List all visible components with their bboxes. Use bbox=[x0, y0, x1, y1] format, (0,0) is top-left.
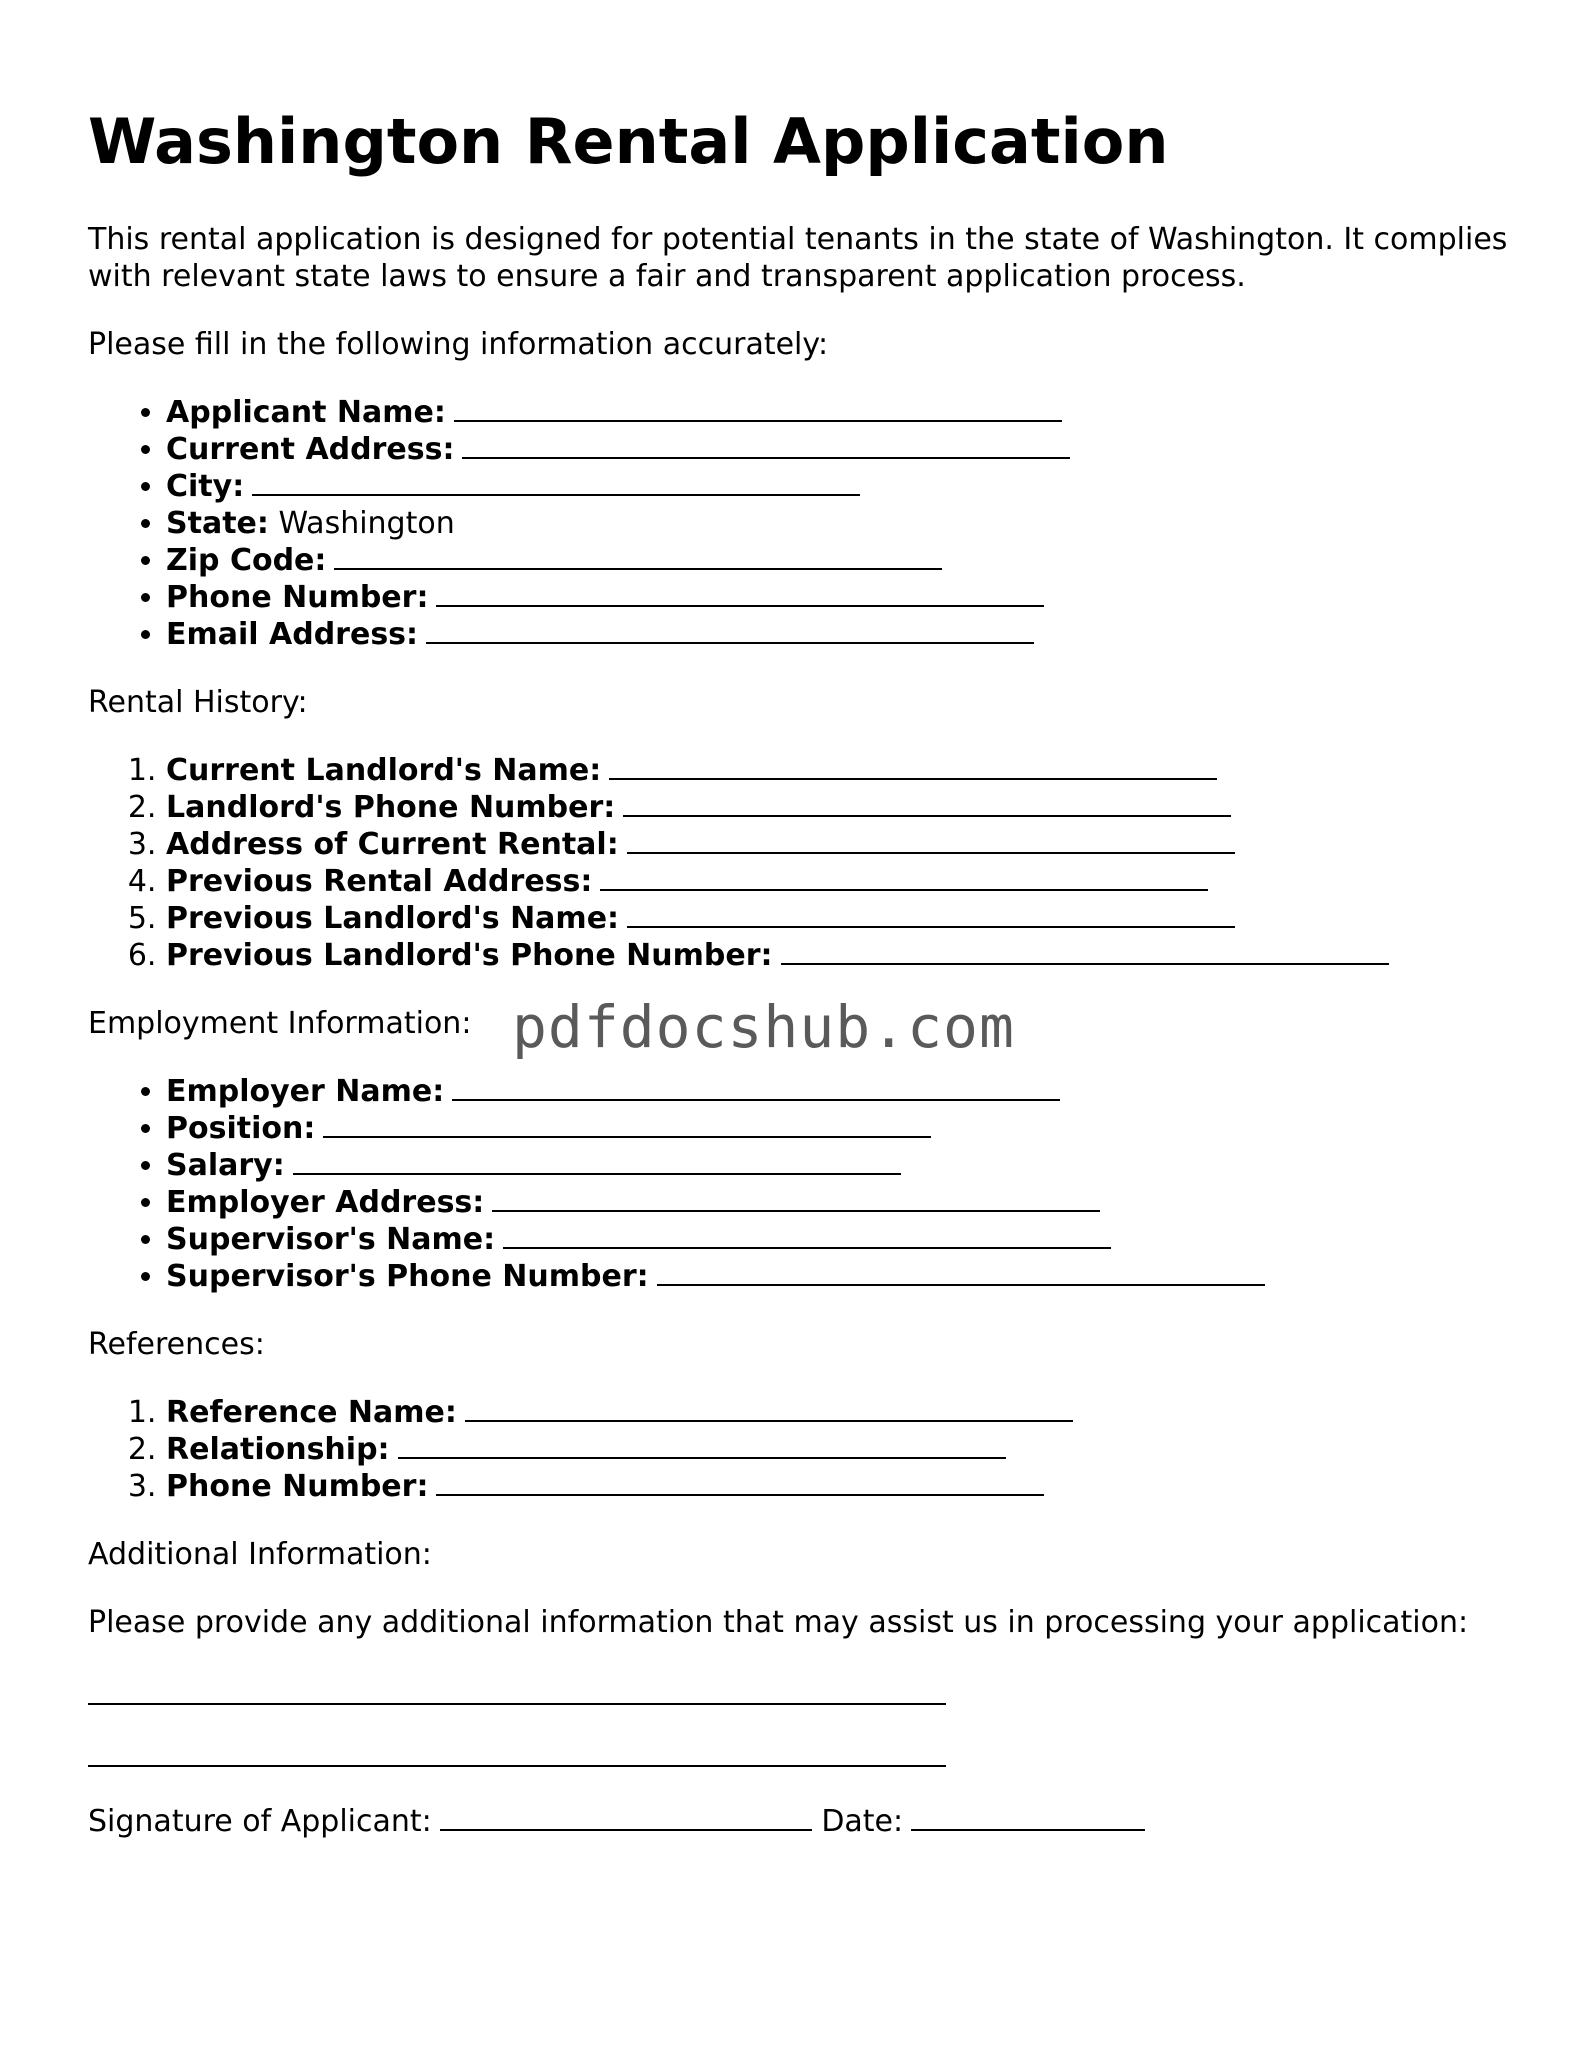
city-item bbox=[166, 468, 1508, 505]
zip-code-item bbox=[166, 542, 1508, 579]
field-label: Phone Number: bbox=[166, 1469, 429, 1505]
field-label: Previous Landlord's Phone Number: bbox=[166, 938, 773, 974]
field-label: Previous Landlord's Name: bbox=[166, 901, 620, 937]
date-label: Date: bbox=[821, 1804, 904, 1840]
previous-landlord-phone-item bbox=[166, 937, 1508, 974]
applicant-name-item bbox=[166, 394, 1508, 431]
landlord-phone-blank[interactable] bbox=[623, 793, 1231, 817]
field-label: Landlord's Phone Number: bbox=[166, 790, 616, 826]
applicant-field-list bbox=[88, 394, 1508, 653]
supervisor-name-item bbox=[166, 1221, 1508, 1258]
date-blank[interactable] bbox=[911, 1807, 1145, 1831]
signature-blank[interactable] bbox=[440, 1807, 812, 1831]
employer-name-blank[interactable] bbox=[452, 1077, 1060, 1101]
field-label: Current Address: bbox=[166, 432, 455, 468]
references-heading: References: bbox=[88, 1327, 265, 1363]
current-landlord-name-blank[interactable] bbox=[609, 756, 1217, 780]
reference-name-blank[interactable] bbox=[465, 1398, 1073, 1422]
additional-info-heading: Additional Information: bbox=[88, 1537, 432, 1573]
current-rental-address-item bbox=[166, 826, 1508, 863]
state-value: Washington bbox=[278, 506, 455, 542]
relationship-blank[interactable] bbox=[398, 1435, 1006, 1459]
field-label: Employer Address: bbox=[166, 1185, 485, 1221]
previous-rental-address-item bbox=[166, 863, 1508, 900]
field-label: Phone Number: bbox=[166, 580, 429, 616]
rental-history-list bbox=[88, 752, 1508, 974]
previous-landlord-phone-blank[interactable] bbox=[781, 941, 1389, 965]
additional-info-line-1[interactable] bbox=[88, 1703, 946, 1705]
intro-paragraph: This rental application is designed for potential tenants in the state of Washington. It complies with relevant state laws to ensure a fair and transparent application process. bbox=[88, 222, 1508, 295]
document-page bbox=[88, 105, 1508, 1871]
field-label: Applicant Name: bbox=[166, 395, 446, 431]
field-label: Employer Name: bbox=[166, 1074, 445, 1110]
watermark-text: pdfdocshub.com bbox=[512, 993, 1015, 1061]
employer-address-blank[interactable] bbox=[492, 1188, 1100, 1212]
instructions-text: Please fill in the following information accurately: bbox=[88, 327, 829, 363]
supervisor-phone-blank[interactable] bbox=[657, 1262, 1265, 1286]
references-list bbox=[88, 1394, 1508, 1505]
city-blank[interactable] bbox=[252, 472, 860, 496]
salary-blank[interactable] bbox=[293, 1151, 901, 1175]
email-address-blank[interactable] bbox=[426, 620, 1034, 644]
previous-rental-address-blank[interactable] bbox=[600, 867, 1208, 891]
employment-list bbox=[88, 1073, 1508, 1295]
position-item bbox=[166, 1110, 1508, 1147]
field-label: Previous Rental Address: bbox=[166, 864, 593, 900]
landlord-phone-item bbox=[166, 789, 1508, 826]
previous-landlord-name-item bbox=[166, 900, 1508, 937]
current-address-blank[interactable] bbox=[462, 435, 1070, 459]
field-label: Supervisor's Name: bbox=[166, 1222, 496, 1258]
field-label: State: bbox=[166, 506, 269, 542]
reference-phone-item bbox=[166, 1468, 1508, 1505]
employment-heading: Employment Information: bbox=[88, 1006, 472, 1042]
additional-info-line-2[interactable] bbox=[88, 1765, 946, 1767]
previous-landlord-name-blank[interactable] bbox=[627, 904, 1235, 928]
salary-item bbox=[166, 1147, 1508, 1184]
field-label: Salary: bbox=[166, 1148, 285, 1184]
current-address-item bbox=[166, 431, 1508, 468]
field-label: Email Address: bbox=[166, 617, 419, 653]
signature-row bbox=[88, 1803, 1508, 1840]
field-label: Position: bbox=[166, 1111, 316, 1147]
reference-name-item bbox=[166, 1394, 1508, 1431]
field-label: Current Landlord's Name: bbox=[166, 753, 602, 789]
phone-number-blank[interactable] bbox=[436, 583, 1044, 607]
current-rental-address-blank[interactable] bbox=[627, 830, 1235, 854]
zip-code-blank[interactable] bbox=[334, 546, 942, 570]
employer-name-item bbox=[166, 1073, 1508, 1110]
supervisor-name-blank[interactable] bbox=[503, 1225, 1111, 1249]
rental-history-heading: Rental History: bbox=[88, 685, 308, 721]
page-title: Washington Rental Application bbox=[88, 105, 1169, 178]
relationship-item bbox=[166, 1431, 1508, 1468]
position-blank[interactable] bbox=[323, 1114, 931, 1138]
supervisor-phone-item bbox=[166, 1258, 1508, 1295]
employer-address-item bbox=[166, 1184, 1508, 1221]
additional-info-prompt: Please provide any additional information that may assist us in processing your application: bbox=[88, 1605, 1469, 1641]
signature-label: Signature of Applicant: bbox=[88, 1804, 432, 1840]
field-label: Zip Code: bbox=[166, 543, 327, 579]
current-landlord-name-item bbox=[166, 752, 1508, 789]
field-label: Reference Name: bbox=[166, 1395, 457, 1431]
reference-phone-blank[interactable] bbox=[436, 1472, 1044, 1496]
phone-number-item bbox=[166, 579, 1508, 616]
field-label: Address of Current Rental: bbox=[166, 827, 619, 863]
field-label: Supervisor's Phone Number: bbox=[166, 1259, 649, 1295]
field-label: City: bbox=[166, 469, 245, 505]
applicant-name-blank[interactable] bbox=[454, 398, 1062, 422]
email-address-item bbox=[166, 616, 1508, 653]
field-label: Relationship: bbox=[166, 1432, 390, 1468]
state-item bbox=[166, 505, 1508, 542]
